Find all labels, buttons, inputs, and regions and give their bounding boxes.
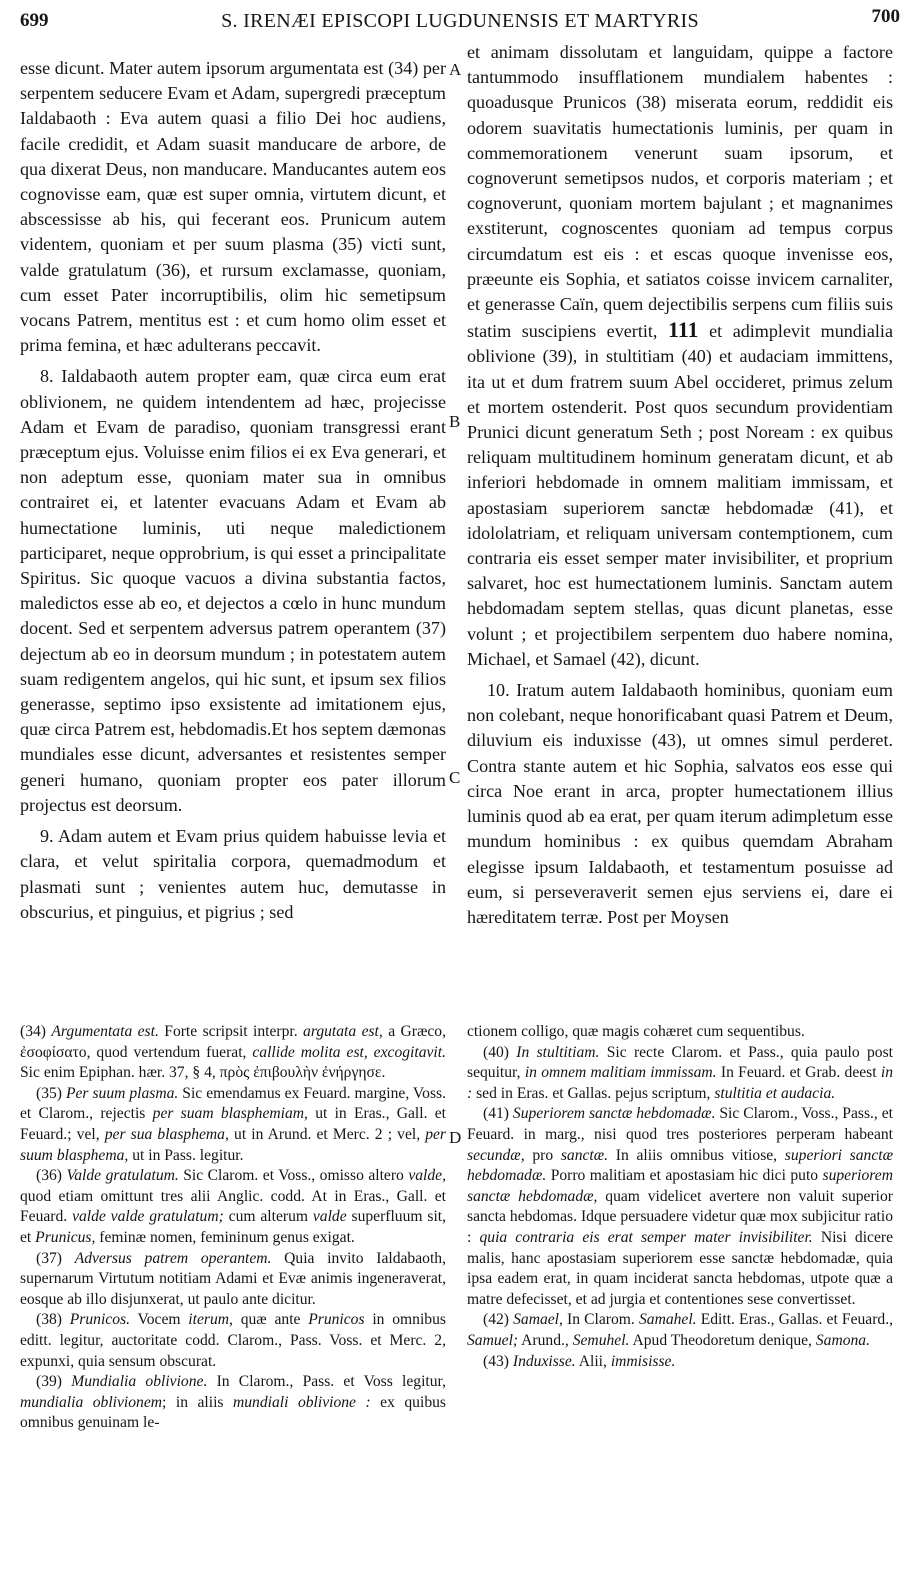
footnote-number: (42) xyxy=(483,1311,509,1329)
footnote-34 xyxy=(20,1022,446,1084)
footnote-text: , quæ ante xyxy=(229,1311,301,1329)
footnote-text: a Græco, ἐσοφίσατο, quod vertendum fuerat, xyxy=(20,1023,446,1061)
footnote-italic: Prunicos xyxy=(308,1311,365,1329)
footnote-number: (34) xyxy=(20,1023,46,1040)
footnote-text: superfluum sit, et xyxy=(20,1208,447,1246)
footnote-text: pro xyxy=(532,1146,554,1164)
paragraph: 8. Ialdabaoth autem propter eam, quæ circa eum erat oblivionem, ne quidem intendentem ad hæc, projecisse Adam et Evam de paradiso, quoniam transgressi erant præceptum ejus. Voluisse enim filios ei ex Eva generari, et non adeptum esse, quoniam mater sua in omnibus contrairet ei, et latenter evacuans Adam et Evam ab humectatione luminis, uti neque maledictionem participaret, neque opprobrium, is qui esset a principalitate Spiritus. Sic quoque vacuos a divina substantia factos, maledictos esse ab eo, et dejectos a cœlo in hunc mundum docent. Sed et serpentem adversus patrem operantem (37) dejectum ab eo in deorsum mundum ; in potestatem autem suam redigentem angelos, qui hic sunt, et ipsum sex filios generasse, septimo ipso exsistente ad imitationem ejus, quæ circa Patrem est, hebdomadis.Et hos septem dæmonas mundiales esse dicunt, adversantes et resistentes semper generi humano, quoniam propter eos pater illorum projectus est deorsum. xyxy=(20,366,446,815)
footnote-text: Sic Clarom., Voss., Pass., et Feuard. in marg., nisi quod tres posteriores perperam habeant xyxy=(467,1105,893,1143)
footnote-lemma: Per suum plasma. xyxy=(65,1084,179,1102)
margin-marker-d: D xyxy=(449,1128,462,1147)
footnote-italic: stultitia et audacia. xyxy=(714,1084,836,1102)
footnote-lemma: In stultitiam. xyxy=(516,1043,600,1061)
footnote-37 xyxy=(20,1249,446,1311)
footnote-italic: Samona. xyxy=(815,1331,870,1349)
margin-marker-c: C xyxy=(449,768,461,787)
footnote-36 xyxy=(20,1166,446,1248)
footnote-lemma: Adversus patrem operantem. xyxy=(74,1249,272,1267)
footnote-text: ut in Arund. et Merc. 2 ; vel, xyxy=(234,1125,421,1143)
footnote-lemma: Induxisse. xyxy=(512,1352,576,1370)
footnote-italic: mundialia oblivionem xyxy=(20,1393,163,1411)
footnote-text: Vocem xyxy=(137,1311,181,1329)
footnote-italic: argutata est, xyxy=(303,1023,383,1040)
footnote-italic: mundiali oblivione : xyxy=(233,1393,371,1411)
footnote-italic: immisisse. xyxy=(610,1352,676,1370)
footnote-lemma: Argumentata est. xyxy=(51,1023,159,1040)
footnote-italic: valde, xyxy=(408,1167,446,1185)
footnote-lemma: Valde gratulatum. xyxy=(66,1167,179,1185)
footnote-41 xyxy=(467,1104,893,1310)
footnote-number: (38) xyxy=(36,1311,62,1329)
footnote-text: quod etiam omittunt tres alii Anglic. codd. At in Eras., Gall. et Feuard. xyxy=(20,1187,446,1226)
footnote-text: Apud Theodoretum denique, xyxy=(632,1331,812,1349)
footnote-text: In aliis omnibus vitiose, xyxy=(615,1146,778,1164)
footnote-italic: Semuhel. xyxy=(572,1331,630,1349)
footnote-text: Alii, xyxy=(578,1352,607,1370)
margin-marker-b: B xyxy=(449,412,461,431)
footnote-text: In Clarom. xyxy=(567,1311,635,1329)
page-number-right: 700 xyxy=(871,6,900,27)
footnote-number: (37) xyxy=(36,1249,62,1267)
footnote-italic: superiori sanctæ hebdomadæ. xyxy=(467,1146,894,1185)
footnote-number: (43) xyxy=(483,1352,509,1370)
footnote-lemma: Prunicos. xyxy=(69,1311,130,1329)
paragraph: esse dicunt. Mater autem ipsorum argumentata est (34) per serpentem seducere Evam et Adam, supergredi præceptum Ialdabaoth : Eva autem quasi a filio Dei hoc audiens, facile credidit, et Adam suasit manducare de arbore, de qua dixerat Deus, non manducare. Manducantes autem eos cognovisse eam, quæ est super omnia, virtutem dicunt, et abscessisse ab his, qui fecerant eos. Prunicum autem videntem, quoniam et per suum plasma (35) victi sunt, valde gratulatum (36), et rursum exclamasse, quoniam, cum esset Pater incorruptibilis, olim hic semetipsum vocans Patrem, mentitus est : et cum homo olim esset et prima femina, et hæc adulterans peccavit. xyxy=(20,58,446,356)
footnote-italic: valde valde gratulatum; xyxy=(72,1208,224,1226)
footnote-text: Nisi dicere malis, hanc apostasiam superiorem esse sanctæ hebdomadæ, quia ipsa eadem erat, in quam inciderat sancta hebdomas, utpote quæ a matre defecisset, et ad jurgia et contentiones sese convertisset. xyxy=(467,1228,894,1308)
footnote-italic: per sua blasphema, xyxy=(104,1125,229,1143)
footnote-text: Forte scripsit interpr. xyxy=(164,1023,298,1040)
footnote-text: Sic recte Clarom. et Pass., quia paulo post sequitur, xyxy=(467,1043,893,1082)
footnote-text: Sic enim Epiphan. hær. 37, § 4, πρὸς ἐπιβουλὴν ἐνήργησε. xyxy=(20,1064,386,1082)
footnote-italic: iterum xyxy=(188,1311,230,1329)
footnote-text: in omnibus editt. legitur, auctoritate codd. Clarom., Pass. Voss. et Merc. 2, expunxi, quia sensum obscurat. xyxy=(20,1311,446,1370)
page-number-left: 699 xyxy=(20,10,49,31)
footnote-43 xyxy=(467,1352,893,1373)
running-title: S. IRENÆI EPISCOPI LUGDUNENSIS ET MARTYRIS xyxy=(221,10,699,32)
footnote-38 xyxy=(20,1310,446,1372)
footnote-lemma: Superiorem sanctæ hebdomadæ. xyxy=(512,1105,716,1123)
footnote-continuation: ctionem colligo, quæ magis cohæret cum sequentibus. xyxy=(467,1023,805,1040)
footnote-text: Sic emendamus ex Feuard. margine, Voss. et Clarom., rejectis xyxy=(20,1084,447,1123)
footnote-number: (41) xyxy=(483,1105,509,1123)
footnote-40 xyxy=(467,1043,893,1105)
footnote-text: Quia invito Ialdabaoth, supernarum Virtutum notitiam Adami et Evæ animis ingeneraverat, eosque ab illo disjunxerat, ut paulo ante dicitur. xyxy=(20,1249,446,1308)
footnotes-right xyxy=(467,1022,893,1372)
footnote-italic: Samahel. xyxy=(638,1311,697,1329)
footnote-lemma: Mundialia oblivione. xyxy=(71,1373,208,1391)
footnote-italic: in omnem malitiam immissam. xyxy=(524,1064,717,1082)
footnote-lemma: Samael, xyxy=(513,1311,563,1329)
running-header xyxy=(20,4,900,44)
footnote-text: quam videlicet avertere non valuit superior sancta hebdomas. Idque persuadere videtur quæ mox subjicitur ratio : xyxy=(467,1187,893,1246)
footnote-text: Editt. Eras., Gallas. et Feuard., xyxy=(700,1311,893,1329)
footnote-text: ut in Eras., Gall. et Feuard.; vel, xyxy=(20,1105,446,1143)
footnote-text: In Feuard. et Grab. deest xyxy=(720,1064,877,1082)
footnote-text: In Clarom., Pass. et Voss legitur, xyxy=(216,1373,447,1391)
footnote-text: feminæ nomen, femininum genus exigat. xyxy=(99,1228,355,1246)
footnote-italic: superiorem sanctæ hebdomadæ, xyxy=(467,1167,893,1205)
footnote-text: sed in Eras. et Gallas. pejus scriptum, xyxy=(476,1084,711,1102)
footnotes-left xyxy=(20,1022,446,1434)
footnote-42 xyxy=(467,1310,893,1351)
footnote-italic: sanctæ. xyxy=(560,1146,609,1164)
footnote-text: Arund., xyxy=(521,1331,569,1349)
paragraph xyxy=(467,40,893,672)
footnote-italic: valde xyxy=(312,1208,347,1226)
footnote-italic: per suum blasphema, xyxy=(20,1125,447,1164)
footnote-italic: per suam blasphemiam, xyxy=(152,1105,308,1123)
margin-marker-a: A xyxy=(449,60,462,79)
paragraph: 9. Adam autem et Evam prius quidem habuisse levia et clara, et velut spiritalia corpora, quemadmodum et plasmati sunt ; venientes autem huc, demutasse in obscurius, et pinguius, et pigrius ; sed xyxy=(20,826,446,922)
footnote-italic: Prunicus, xyxy=(35,1228,96,1246)
footnote-number: (39) xyxy=(36,1373,62,1391)
footnote-text: Sic Clarom. et Voss., omisso altero xyxy=(183,1167,404,1185)
paragraph-text: et animam dissolutam et languidam, quippe a factore tantummodo insufflationem mundialem habentes : quoadusque Prunicos (38) miserata eorum, reddidit eis odorem suavitatis humectationis luminis, per quam in commemorationem venerunt suam ipsorum, et cognoverunt semetipsos nudos, et corporis materiam ; et cognoverunt, quoniam mortem bajulant ; et magnanimes exstiterunt, cognoscentes quoniam ad tempus corpus circumdatum est eis : et escas quoque invenisse eos, præeunte eis Sophia, et satiatos coisse invicem carnaliter, et generasse Caïn, quem dejectibilis serpens cum filiis suis statim suscipiens evertit, xyxy=(467,42,893,342)
footnote-text: Porro malitiam et apostasiam hic dici puto xyxy=(550,1167,819,1185)
paragraph-text: et adimplevit mundialia oblivione (39), in stultitiam (40) et audaciam immittens, ita ut et dum fratrem suum Abel occideret, primus zelum et mortem ostenderit. Post quos secundum providentiam Prunici dicunt generatum Seth ; post Noream : ex quibus reliquam multitudinem hominum generatam dicunt, et ab inferiori hebdomade in omnem malitiam immissam, et apostasiam superiorem sanctæ hebdomadæ (41), et idololatriam, et reliquam universam contemptionem, cum contraria eis esset semper mater invisibiliter, et proprium salvaret, hoc est humectationem luminis. Sanctam autem hebdomadam septem stellas, quas dicunt planetas, esse volunt ; et projectibilem serpentem duo habere nomina, Michael, et Samael (42), dicunt. xyxy=(467,321,893,669)
left-text-column xyxy=(20,56,446,925)
footnote-number: (35) xyxy=(36,1084,62,1102)
footnote-italic: in : xyxy=(467,1064,894,1102)
footnote-text: ; in aliis xyxy=(162,1393,224,1411)
footnote-italic: callide molita est, excogitavit. xyxy=(252,1043,446,1061)
right-text-column xyxy=(467,40,893,930)
footnote-text: ut in Pass. legitur. xyxy=(132,1146,244,1164)
footnote-text: ex quibus omnibus genuinam le- xyxy=(20,1393,446,1432)
footnote-text: cum alterum xyxy=(228,1208,308,1226)
column-number-marker: 111 xyxy=(667,317,699,343)
footnote-39 xyxy=(20,1372,446,1434)
footnote-italic: secundæ, xyxy=(467,1146,525,1164)
footnote-italic: quia contraria eis erat semper mater invisibiliter. xyxy=(479,1228,813,1246)
paragraph: 10. Iratum autem Ialdabaoth hominibus, quoniam eum non colebant, neque honorificabant quasi Patrem et Deum, diluvium eis induxisse (43), ut omnes simul perderet. Contra stante autem et hic Sophia, salvatos eos esse qui circa Noe erant in arca, propter humectationem illius luminis quod ab ea erat, per quam iterum adimpletum esse mundum hominibus : ex quibus quemdam Abraham elegisse ipsum Ialdabaoth, et testamentum posuisse ad eum, si perseveraverit semen ejus serviens ei, dare ei hæreditatem terræ. Post per Moysen xyxy=(467,680,893,927)
footnote-number: (36) xyxy=(36,1167,62,1185)
footnote-number: (40) xyxy=(483,1043,509,1061)
footnote-35 xyxy=(20,1084,446,1166)
footnote-italic: Samuel; xyxy=(467,1331,519,1349)
